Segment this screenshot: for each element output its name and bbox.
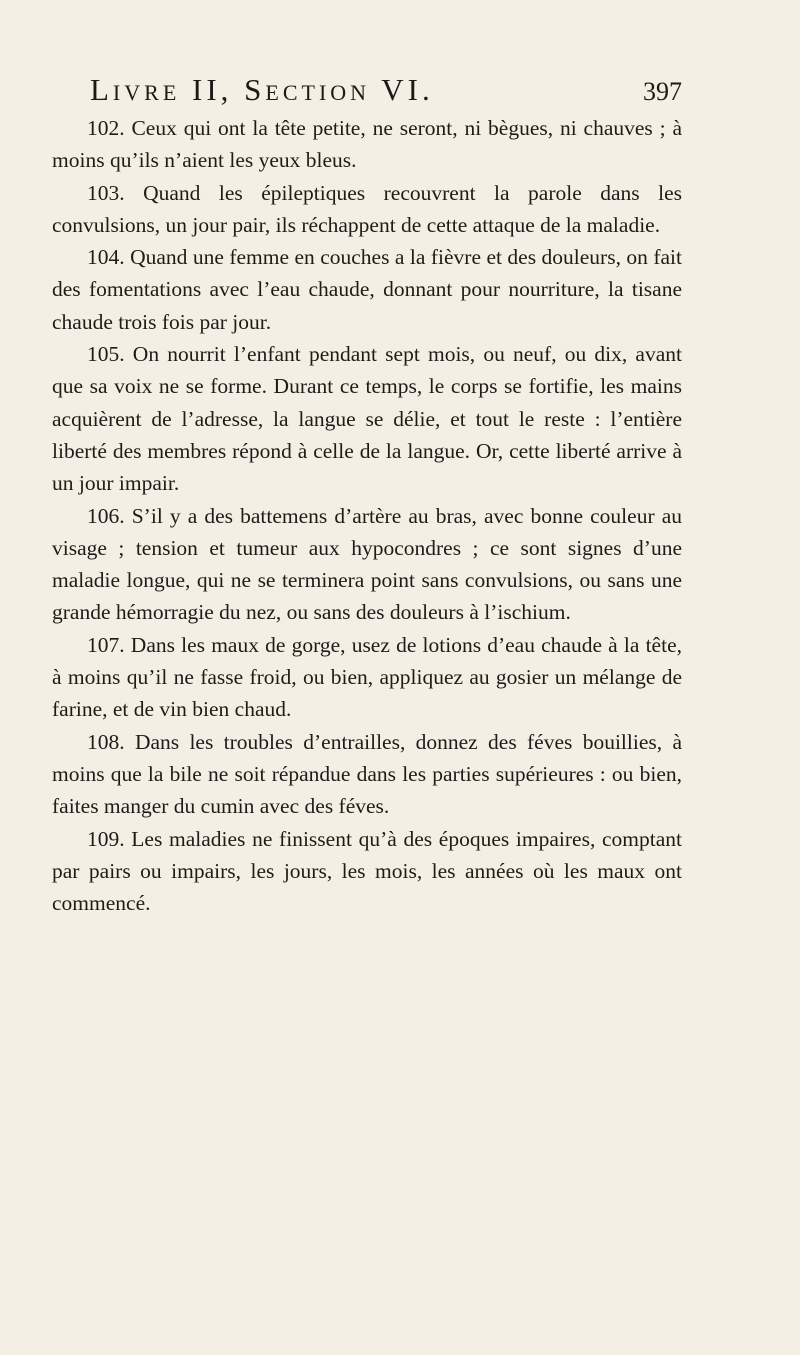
paragraph-102: 102. Ceux qui ont la tête petite, ne seront, ni bègues, ni chauves ; à moins qu’ils n’aient les yeux bleus. (52, 116, 682, 173)
paragraph-104: 104. Quand une femme en couches a la fièvre et des douleurs, on fait des fomentations avec l’eau chaude, donnant pour nourriture, la tisane chaude trois fois par jour. (52, 245, 682, 334)
paragraph-107: 107. Dans les maux de gorge, usez de lotions d’eau chaude à la tête, à moins qu’il ne fasse froid, ou bien, appliquez au gosier un mélange de farine, et de vin bien chaud. (52, 632, 682, 722)
paragraph-106: 106. S’il y a des battemens d’artère au bras, avec bonne couleur au visage ; tension et tumeur aux hypocondres ; ce sont signes d’une maladie longue, qui ne se terminera point sans convulsions, ou sans une grande hémorragie du nez, ou sans des douleurs à l’ischium. (52, 503, 682, 625)
paragraph-108: 108. Dans les troubles d’entrailles, donnez des féves bouillies, à moins que la bile ne soit répandue dans les parties supérieures : ou bien, faites manger du cumin avec des féves. (52, 729, 682, 819)
page-number: 397 (643, 77, 682, 106)
running-title: Livre II, Section VI. (90, 72, 434, 107)
paragraph-103: 103. Quand les épileptiques recouvrent la parole dans les convulsions, un jour pair, ils réchappent de cette attaque de la maladie. (52, 180, 682, 237)
running-head (90, 72, 682, 112)
paragraph-105: 105. On nourrit l’enfant pendant sept mois, ou neuf, ou dix, avant que sa voix ne se forme. Durant ce temps, le corps se fortifie, les mains acquièrent de l’adresse, la langue se délie, et tout le reste : l’entière liberté des membres répond à celle de la langue. Or, cette liberté arrive à un jour impair. (52, 342, 682, 496)
body-text (52, 112, 682, 919)
paragraph-109: 109. Les maladies ne finissent qu’à des époques impaires, comptant par pairs ou impairs, les jours, les mois, les années où les maux ont commencé. (52, 826, 682, 916)
